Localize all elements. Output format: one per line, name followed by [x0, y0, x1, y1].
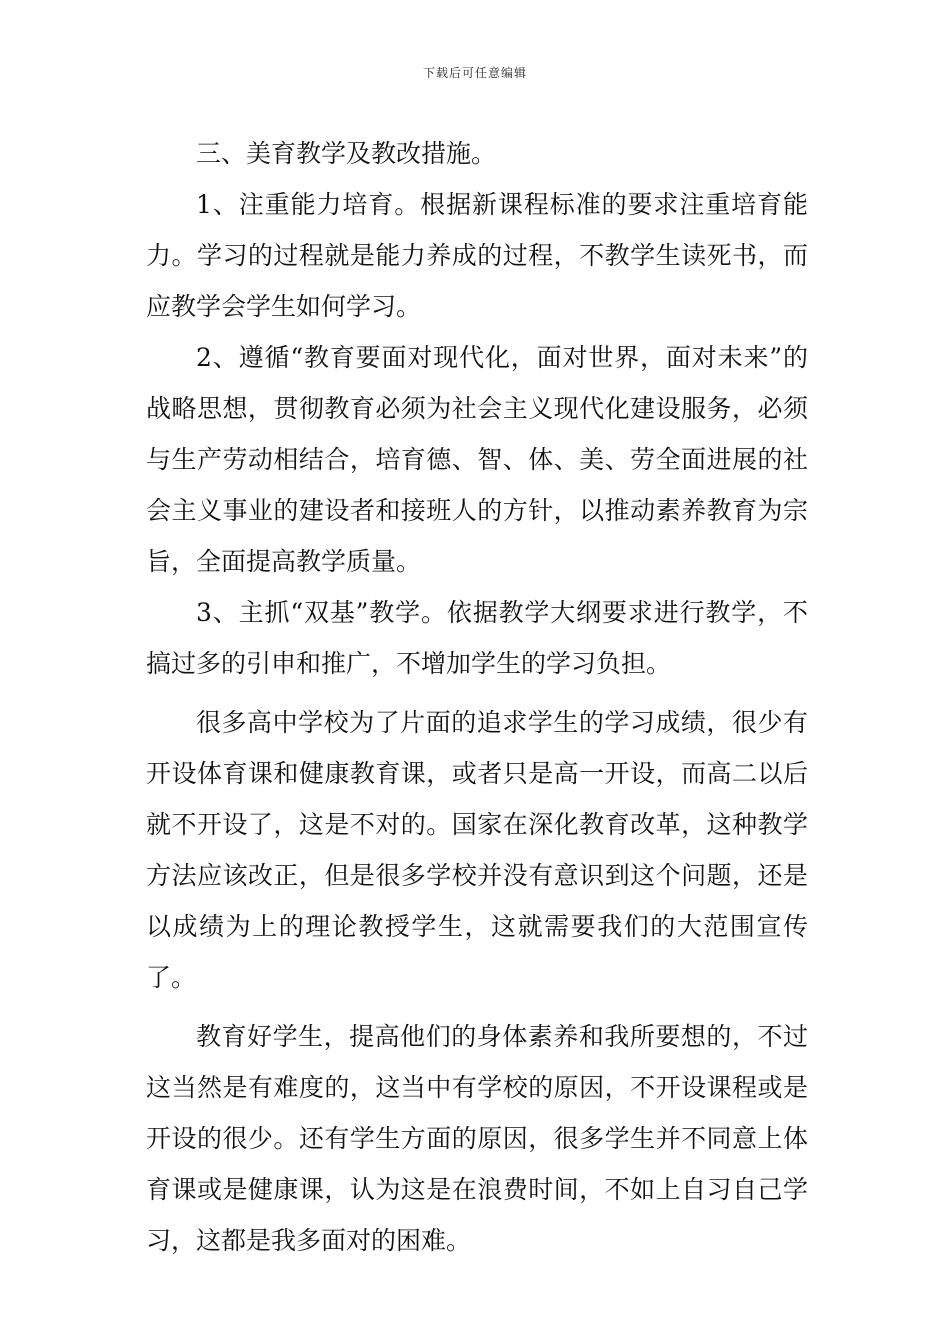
paragraph-1: 1、注重能力培育。根据新课程标准的要求注重培育能力。学习的过程就是能力养成的过程，不教学生读死书，而应教学会学生如何学习。	[146, 190, 808, 321]
paragraph-3: 3、主抓“双基”教学。依据教学大纲要求进行教学，不搞过多的引申和推广，不增加学生的学习负担。	[146, 598, 808, 678]
page-header-note: 下载后可任意编辑	[422, 66, 527, 80]
paragraph-5: 教育好学生，提高他们的身体素养和我所要想的，不过这当然是有难度的，这当中有学校的原因，不开设课程或是开设的很少。还有学生方面的原因，很多学生并不同意上体育课或是健康课，认为这是在浪费时间，不如上自习自己学习，这都是我多面对的困难。	[146, 1022, 808, 1255]
paragraph-2: 2、遵循“教育要面对现代化，面对世界，面对未来”的战略思想，贯彻教育必须为社会主义现代化建设服务，必须与生产劳动相结合，培育德、智、体、美、劳全面进展的社会主义事业的建设者和接班人的方针，以推动素养教育为宗旨，全面提高教学质量。	[146, 343, 808, 576]
document-body	[146, 128, 808, 1266]
section-heading: 三、美育教学及教改措施。	[196, 139, 497, 168]
paragraph-4: 很多高中学校为了片面的追求学生的学习成绩，很少有开设体育课和健康教育课，或者只是高一开设，而高二以后就不开设了，这是不对的。国家在深化教育改革，这种教学方法应该改正，但是很多学校并没有意识到这个问题，还是以成绩为上的理论教授学生，这就需要我们的大范围宣传了。	[146, 708, 808, 992]
